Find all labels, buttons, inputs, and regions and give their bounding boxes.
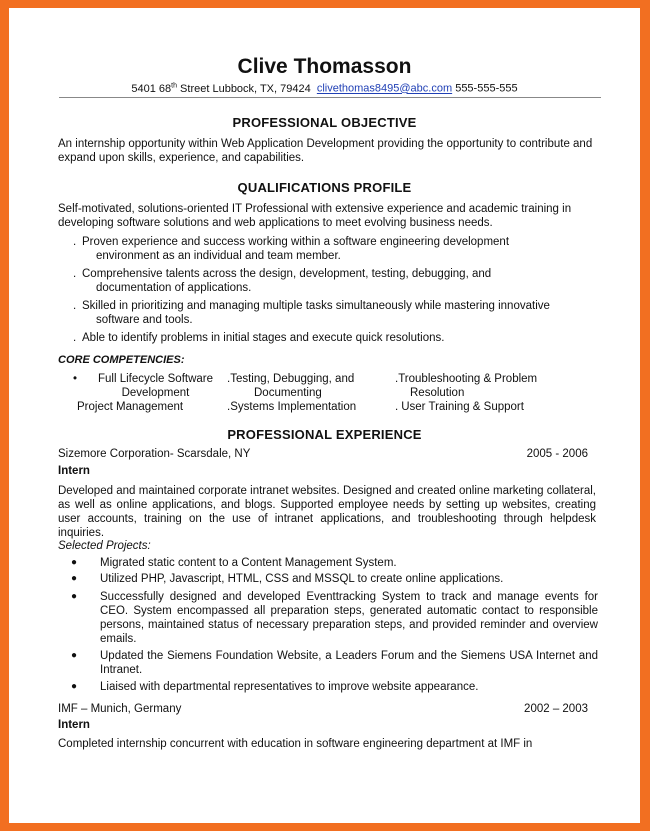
- project-bullet: ● Updated the Siemens Foundation Website, a Leaders Forum and the Siemens USA Internet and Intranet.: [71, 650, 598, 676]
- qualification-item: . Proven experience and success working within a software engineering development environment as an individual and team member.: [73, 236, 510, 262]
- competency-bullet: •: [73, 373, 78, 385]
- competency-item: Project Management: [77, 401, 184, 413]
- objective-heading: PROFESSIONAL OBJECTIVE: [232, 115, 417, 130]
- job-role: Intern: [58, 465, 90, 477]
- resume-page: [9, 8, 640, 823]
- company: IMF – Munich, Germany: [58, 703, 182, 715]
- qualifications-heading: QUALIFICATIONS PROFILE: [237, 180, 412, 195]
- competency-col1: Full Lifecycle Software Development: [97, 373, 214, 399]
- job-summary: Developed and maintained corporate intranet websites. Designed and created online marketing collateral, as well as online applications, and blogs. Supported employee needs by setting up websites, creating user accounts, training on the use of intranet applications, and troubleshooting through helpdesk inquiries.: [58, 485, 596, 539]
- experience-heading: PROFESSIONAL EXPERIENCE: [227, 427, 422, 442]
- competency-col2: .Testing, Debugging, and Documenting .Systems Implementation: [227, 373, 357, 413]
- project-bullet: ● Utilized PHP, Javascript, HTML, CSS and MSSQL to create online applications.: [71, 573, 504, 585]
- qualification-item: . Comprehensive talents across the design, development, testing, debugging, and documentation of applications.: [73, 268, 492, 294]
- qualification-item: . Skilled in prioritizing and managing multiple tasks simultaneously while mastering innovative software and tools.: [73, 300, 550, 326]
- phone: 555-555-555: [452, 82, 518, 95]
- contact-line: [9, 82, 640, 95]
- competency-col3: .Troubleshooting & Problem Resolution . User Training & Support: [395, 373, 538, 413]
- job-years: 2002 – 2003: [524, 703, 588, 715]
- job-years: 2005 - 2006: [526, 448, 588, 460]
- project-bullet: ● Migrated static content to a Content Management System.: [71, 557, 397, 569]
- candidate-name: Clive Thomasson: [237, 55, 412, 78]
- project-bullet: ● Liaised with departmental representatives to improve website appearance.: [71, 681, 479, 693]
- email-link[interactable]: clivethomas8495@abc.com: [316, 82, 453, 95]
- qualifications-intro: Self-motivated, solutions-oriented IT Professional with extensive experience and academic training in developing software solutions and web applications to meet evolving business needs.: [58, 203, 572, 229]
- address: 5401 68th Street Lubbock, TX, 79424: [131, 82, 311, 95]
- selected-projects-label: Selected Projects:: [58, 540, 151, 552]
- core-competencies-label: CORE COMPETENCIES:: [58, 354, 185, 366]
- qualification-item: . Able to identify problems in initial stages and execute quick resolutions.: [73, 332, 445, 344]
- job-header: [58, 703, 588, 715]
- objective-text: An internship opportunity within Web Application Development providing the opportunity to contribute and expand upon skills, experience, and capabilities.: [58, 138, 593, 164]
- job-role: Intern: [58, 719, 90, 731]
- job-header: [58, 448, 588, 460]
- company: Sizemore Corporation- Scarsdale, NY: [58, 448, 251, 460]
- header-divider: [59, 97, 601, 98]
- job-summary: Completed internship concurrent with education in software engineering department at IMF in: [58, 738, 533, 750]
- project-bullet: ● Successfully designed and developed Eventtracking System to track and manage events for CEO. System encompassed all preparation steps, generated automatic contact to responsible persons, maintained status of necessary preparation steps, and provided reminder and overview emails.: [71, 591, 598, 645]
